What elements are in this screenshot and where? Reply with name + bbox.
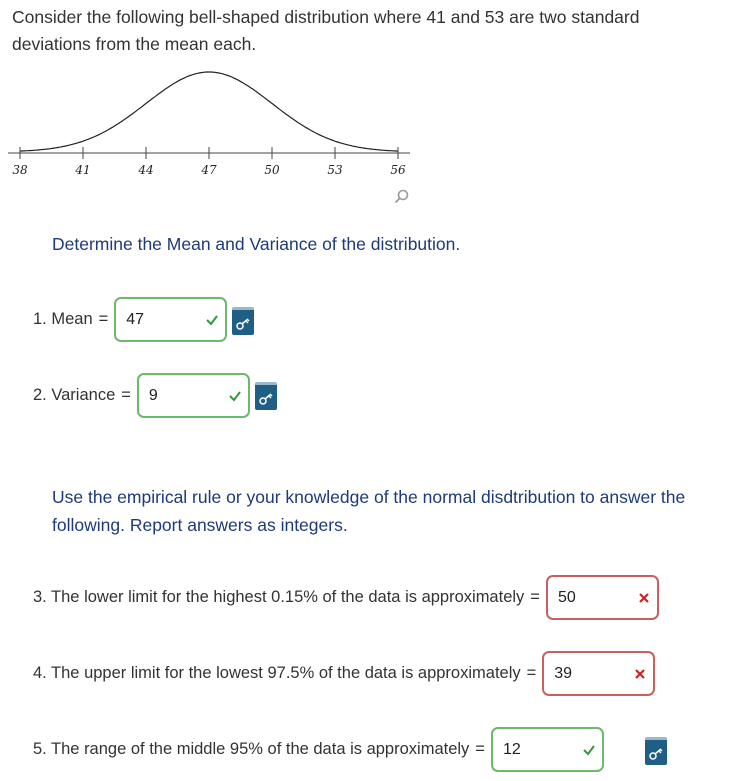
bell-curve-line — [20, 72, 398, 151]
x-tick-label: 47 — [201, 163, 217, 177]
x-tick-label: 50 — [264, 163, 280, 177]
variance-answer-value: 9 — [148, 386, 158, 404]
check-icon — [205, 313, 219, 327]
equals-sign: = — [121, 386, 131, 404]
equals-sign: = — [98, 310, 109, 328]
magnifier-icon[interactable] — [393, 188, 411, 206]
question-range — [33, 727, 604, 772]
x-tick-label: 44 — [138, 163, 154, 177]
upper-limit-answer-field[interactable] — [542, 651, 655, 696]
upper-limit-answer-value: 39 — [554, 664, 573, 682]
mean-label: 1. Mean — [33, 310, 93, 328]
upper-limit-label: 4. The upper limit for the lowest 97.5% of the data is approximately — [33, 664, 521, 682]
instructions-paragraph: Use the empirical rule or your knowledge of the normal disdtribution to answer the following. Report answers as integers. — [52, 487, 686, 535]
key-icon[interactable] — [645, 737, 667, 765]
check-icon — [582, 743, 596, 757]
x-tick-label: 56 — [390, 163, 406, 177]
x-tick-label: 38 — [12, 163, 28, 177]
variance-answer-field[interactable] — [137, 373, 250, 418]
range-label: 5. The range of the middle 95% of the data is approximately — [33, 740, 470, 758]
bell-curve-chart — [0, 60, 430, 185]
check-icon — [228, 389, 242, 403]
lower-limit-answer-field[interactable] — [546, 575, 659, 620]
equals-sign: = — [475, 740, 485, 758]
x-tick-label: 53 — [327, 163, 343, 177]
mean-answer-field[interactable] — [114, 297, 227, 342]
equals-sign: = — [526, 664, 537, 682]
x-icon — [637, 591, 651, 605]
range-answer-value: 12 — [502, 740, 521, 758]
x-tick-label: 41 — [75, 163, 91, 177]
mean-answer-value: 47 — [126, 310, 145, 328]
variance-label: 2. Variance — [33, 386, 116, 404]
lower-limit-answer-value: 50 — [557, 588, 576, 606]
key-icon[interactable] — [255, 382, 277, 410]
range-answer-field[interactable] — [491, 727, 604, 772]
key-icon[interactable] — [232, 307, 254, 335]
question-variance — [33, 373, 250, 418]
problem-intro: Consider the following bell-shaped distribution where 41 and 53 are two standard deviations from the mean each. — [12, 7, 640, 54]
x-icon — [633, 667, 647, 681]
question-lower-limit — [33, 575, 659, 620]
section-heading: Determine the Mean and Variance of the distribution. — [52, 234, 461, 254]
lower-limit-label: 3. The lower limit for the highest 0.15% of the data is approximately — [33, 588, 525, 606]
question-mean — [33, 297, 227, 342]
question-upper-limit — [33, 651, 655, 696]
equals-sign: = — [530, 588, 540, 606]
